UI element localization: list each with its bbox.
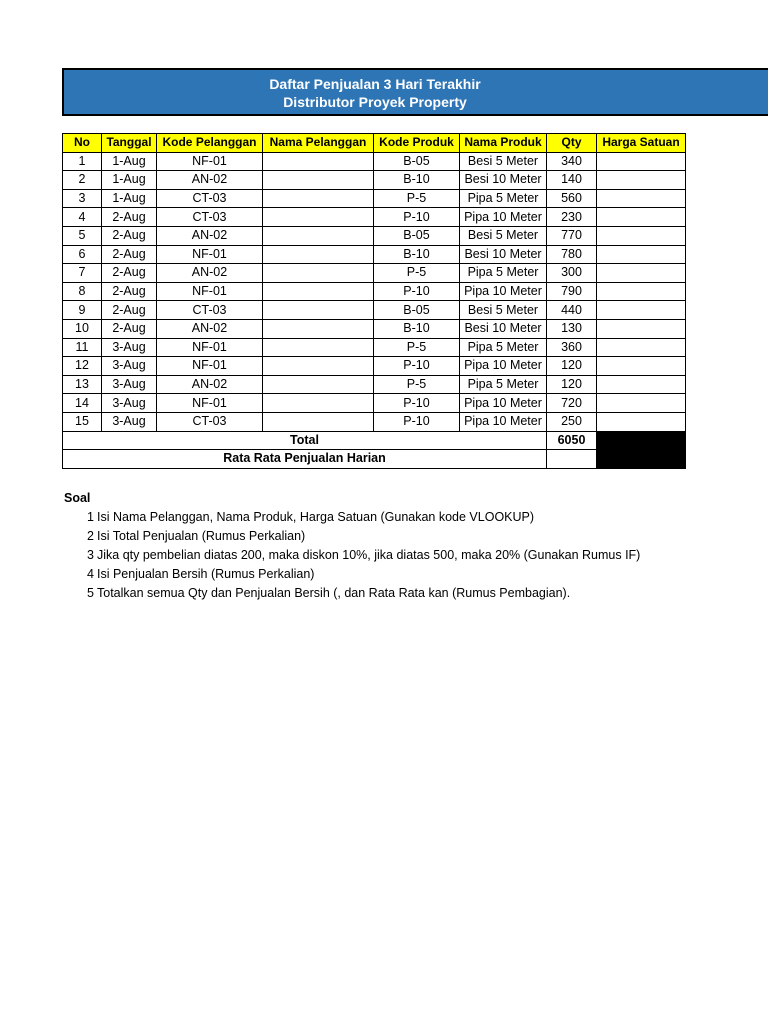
- cell-no[interactable]: 15: [63, 412, 102, 431]
- cell-qty[interactable]: 140: [547, 171, 597, 190]
- cell-nama-pelanggan[interactable]: [263, 208, 374, 227]
- table-row: [63, 152, 686, 171]
- cell-no[interactable]: 11: [63, 338, 102, 357]
- cell-kode-produk[interactable]: B-10: [374, 245, 460, 264]
- table-row: [63, 412, 686, 431]
- total-label[interactable]: Total: [63, 431, 547, 450]
- cell-kode-produk[interactable]: B-10: [374, 171, 460, 190]
- cell-kode-produk[interactable]: P-10: [374, 412, 460, 431]
- cell-kode-pelanggan[interactable]: NF-01: [157, 338, 263, 357]
- cell-no[interactable]: 2: [63, 171, 102, 190]
- cell-qty[interactable]: 440: [547, 301, 597, 320]
- sheet-subtitle: Distributor Proyek Property: [283, 94, 467, 110]
- cell-nama-produk[interactable]: Pipa 10 Meter: [460, 357, 547, 376]
- cell-no[interactable]: 1: [63, 152, 102, 171]
- cell-tanggal[interactable]: 3-Aug: [102, 394, 157, 413]
- table-row: [63, 171, 686, 190]
- cell-tanggal[interactable]: 1-Aug: [102, 152, 157, 171]
- cell-no[interactable]: 5: [63, 226, 102, 245]
- total-qty-cell[interactable]: 6050: [547, 431, 597, 450]
- cell-tanggal[interactable]: 1-Aug: [102, 171, 157, 190]
- question-number: 5: [87, 586, 94, 600]
- header-kode-pelanggan[interactable]: Kode Pelanggan: [157, 134, 263, 153]
- cell-tanggal[interactable]: 2-Aug: [102, 245, 157, 264]
- cell-nama-pelanggan[interactable]: [263, 226, 374, 245]
- header-qty[interactable]: Qty: [547, 134, 597, 153]
- cell-harga-satuan[interactable]: [597, 264, 686, 283]
- cell-nama-pelanggan[interactable]: [263, 152, 374, 171]
- cell-tanggal[interactable]: 1-Aug: [102, 189, 157, 208]
- cell-tanggal[interactable]: 2-Aug: [102, 264, 157, 283]
- cell-qty[interactable]: 120: [547, 357, 597, 376]
- cell-no[interactable]: 10: [63, 319, 102, 338]
- sheet-title: Daftar Penjualan 3 Hari Terakhir: [269, 76, 481, 92]
- table-row: [63, 208, 686, 227]
- cell-harga-satuan[interactable]: [597, 226, 686, 245]
- cell-kode-pelanggan[interactable]: AN-02: [157, 171, 263, 190]
- table-row: [63, 226, 686, 245]
- cell-tanggal[interactable]: 2-Aug: [102, 208, 157, 227]
- cell-tanggal[interactable]: 3-Aug: [102, 412, 157, 431]
- cell-harga-satuan[interactable]: [597, 412, 686, 431]
- cell-qty[interactable]: 340: [547, 152, 597, 171]
- cell-nama-produk[interactable]: Pipa 10 Meter: [460, 394, 547, 413]
- cell-kode-pelanggan[interactable]: NF-01: [157, 282, 263, 301]
- cell-tanggal[interactable]: 2-Aug: [102, 282, 157, 301]
- question-text: Isi Penjualan Bersih (Rumus Perkalian): [97, 567, 315, 581]
- cell-nama-produk[interactable]: Pipa 5 Meter: [460, 264, 547, 283]
- header-nama-pelanggan[interactable]: Nama Pelanggan: [263, 134, 374, 153]
- cell-qty[interactable]: 780: [547, 245, 597, 264]
- cell-kode-pelanggan[interactable]: AN-02: [157, 319, 263, 338]
- header-harga-satuan[interactable]: Harga Satuan: [597, 134, 686, 153]
- cell-harga-satuan[interactable]: [597, 245, 686, 264]
- cell-nama-pelanggan[interactable]: [263, 319, 374, 338]
- cell-kode-pelanggan[interactable]: NF-01: [157, 394, 263, 413]
- table-row: [63, 338, 686, 357]
- cell-nama-pelanggan[interactable]: [263, 264, 374, 283]
- cell-tanggal[interactable]: 2-Aug: [102, 301, 157, 320]
- cell-harga-satuan[interactable]: [597, 208, 686, 227]
- cell-tanggal[interactable]: 3-Aug: [102, 338, 157, 357]
- average-blank-cell[interactable]: [597, 450, 686, 469]
- table-row: [63, 245, 686, 264]
- table-row: [63, 189, 686, 208]
- cell-nama-produk[interactable]: Besi 5 Meter: [460, 226, 547, 245]
- cell-nama-pelanggan[interactable]: [263, 171, 374, 190]
- cell-tanggal[interactable]: 2-Aug: [102, 226, 157, 245]
- table-row: [63, 375, 686, 394]
- cell-kode-produk[interactable]: P-10: [374, 357, 460, 376]
- cell-kode-produk[interactable]: P-5: [374, 338, 460, 357]
- question-item: [64, 508, 754, 527]
- cell-qty[interactable]: 120: [547, 375, 597, 394]
- cell-harga-satuan[interactable]: [597, 282, 686, 301]
- question-number: 1: [87, 510, 94, 524]
- cell-kode-produk[interactable]: B-05: [374, 152, 460, 171]
- header-kode-produk[interactable]: Kode Produk: [374, 134, 460, 153]
- cell-nama-produk[interactable]: Pipa 10 Meter: [460, 282, 547, 301]
- title-banner: [62, 68, 768, 116]
- cell-no[interactable]: 9: [63, 301, 102, 320]
- table-row: [63, 357, 686, 376]
- question-text: Isi Nama Pelanggan, Nama Produk, Harga Satuan (Gunakan kode VLOOKUP): [97, 510, 535, 524]
- cell-nama-produk[interactable]: Pipa 5 Meter: [460, 189, 547, 208]
- cell-nama-pelanggan[interactable]: [263, 375, 374, 394]
- cell-kode-pelanggan[interactable]: CT-03: [157, 189, 263, 208]
- cell-no[interactable]: 6: [63, 245, 102, 264]
- cell-kode-produk[interactable]: B-05: [374, 226, 460, 245]
- question-number: 4: [87, 567, 94, 581]
- cell-kode-produk[interactable]: B-10: [374, 319, 460, 338]
- cell-harga-satuan[interactable]: [597, 338, 686, 357]
- cell-harga-satuan[interactable]: [597, 357, 686, 376]
- cell-kode-produk[interactable]: P-5: [374, 189, 460, 208]
- cell-nama-pelanggan[interactable]: [263, 301, 374, 320]
- cell-no[interactable]: 8: [63, 282, 102, 301]
- cell-kode-produk[interactable]: P-10: [374, 208, 460, 227]
- cell-nama-pelanggan[interactable]: [263, 394, 374, 413]
- question-number: 3: [87, 548, 94, 562]
- question-text: Isi Total Penjualan (Rumus Perkalian): [97, 529, 306, 543]
- cell-kode-pelanggan[interactable]: AN-02: [157, 226, 263, 245]
- cell-tanggal[interactable]: 3-Aug: [102, 375, 157, 394]
- header-no[interactable]: No: [63, 134, 102, 153]
- question-number: 2: [87, 529, 94, 543]
- average-label[interactable]: Rata Rata Penjualan Harian: [63, 450, 547, 469]
- cell-kode-pelanggan[interactable]: AN-02: [157, 375, 263, 394]
- cell-nama-pelanggan[interactable]: [263, 189, 374, 208]
- cell-no[interactable]: 13: [63, 375, 102, 394]
- cell-harga-satuan[interactable]: [597, 375, 686, 394]
- cell-no[interactable]: 4: [63, 208, 102, 227]
- cell-kode-pelanggan[interactable]: AN-02: [157, 264, 263, 283]
- cell-qty[interactable]: 130: [547, 319, 597, 338]
- question-text: Jika qty pembelian diatas 200, maka diskon 10%, jika diatas 500, maka 20% (Gunakan Rumus IF): [97, 548, 641, 562]
- cell-kode-produk[interactable]: P-10: [374, 282, 460, 301]
- cell-kode-produk[interactable]: P-5: [374, 264, 460, 283]
- total-row: [63, 431, 686, 450]
- cell-nama-pelanggan[interactable]: [263, 338, 374, 357]
- cell-nama-produk[interactable]: Pipa 5 Meter: [460, 375, 547, 394]
- cell-no[interactable]: 12: [63, 357, 102, 376]
- cell-tanggal[interactable]: 2-Aug: [102, 319, 157, 338]
- cell-qty[interactable]: 230: [547, 208, 597, 227]
- cell-qty[interactable]: 360: [547, 338, 597, 357]
- cell-harga-satuan[interactable]: [597, 301, 686, 320]
- cell-nama-produk[interactable]: Besi 10 Meter: [460, 319, 547, 338]
- cell-nama-produk[interactable]: Pipa 5 Meter: [460, 338, 547, 357]
- table-row: [63, 264, 686, 283]
- table-row: [63, 394, 686, 413]
- cell-harga-satuan[interactable]: [597, 152, 686, 171]
- header-tanggal[interactable]: Tanggal: [102, 134, 157, 153]
- total-blank-cell[interactable]: [597, 431, 686, 450]
- table-header-row: [63, 134, 686, 153]
- average-value-cell[interactable]: [547, 450, 597, 469]
- cell-qty[interactable]: 720: [547, 394, 597, 413]
- question-item: [64, 584, 754, 603]
- cell-kode-pelanggan[interactable]: NF-01: [157, 152, 263, 171]
- question-item: [64, 565, 754, 584]
- cell-qty[interactable]: 250: [547, 412, 597, 431]
- cell-kode-pelanggan[interactable]: CT-03: [157, 208, 263, 227]
- cell-no[interactable]: 3: [63, 189, 102, 208]
- table-row: [63, 301, 686, 320]
- cell-nama-pelanggan[interactable]: [263, 357, 374, 376]
- cell-kode-pelanggan[interactable]: NF-01: [157, 357, 263, 376]
- header-nama-produk[interactable]: Nama Produk: [460, 134, 547, 153]
- cell-nama-produk[interactable]: Besi 10 Meter: [460, 171, 547, 190]
- cell-tanggal[interactable]: 3-Aug: [102, 357, 157, 376]
- cell-kode-produk[interactable]: P-10: [374, 394, 460, 413]
- cell-kode-pelanggan[interactable]: CT-03: [157, 412, 263, 431]
- cell-qty[interactable]: 790: [547, 282, 597, 301]
- question-item: [64, 527, 754, 546]
- cell-kode-produk[interactable]: P-5: [374, 375, 460, 394]
- cell-no[interactable]: 14: [63, 394, 102, 413]
- sales-table: [62, 133, 686, 469]
- cell-nama-produk[interactable]: Besi 5 Meter: [460, 301, 547, 320]
- cell-harga-satuan[interactable]: [597, 319, 686, 338]
- questions-title: Soal: [64, 491, 91, 505]
- cell-kode-pelanggan[interactable]: CT-03: [157, 301, 263, 320]
- cell-harga-satuan[interactable]: [597, 189, 686, 208]
- question-text: Totalkan semua Qty dan Penjualan Bersih (, dan Rata Rata kan (Rumus Pembagian).: [97, 586, 571, 600]
- question-item: [64, 546, 754, 565]
- cell-nama-pelanggan[interactable]: [263, 412, 374, 431]
- cell-kode-produk[interactable]: B-05: [374, 301, 460, 320]
- cell-nama-produk[interactable]: Besi 5 Meter: [460, 152, 547, 171]
- table-row: [63, 319, 686, 338]
- cell-qty[interactable]: 560: [547, 189, 597, 208]
- cell-qty[interactable]: 770: [547, 226, 597, 245]
- cell-nama-pelanggan[interactable]: [263, 282, 374, 301]
- cell-nama-produk[interactable]: Pipa 10 Meter: [460, 412, 547, 431]
- cell-nama-pelanggan[interactable]: [263, 245, 374, 264]
- table-row: [63, 282, 686, 301]
- cell-harga-satuan[interactable]: [597, 394, 686, 413]
- cell-harga-satuan[interactable]: [597, 171, 686, 190]
- cell-qty[interactable]: 300: [547, 264, 597, 283]
- average-row: [63, 450, 686, 469]
- questions-section: [64, 489, 754, 603]
- cell-no[interactable]: 7: [63, 264, 102, 283]
- cell-nama-produk[interactable]: Besi 10 Meter: [460, 245, 547, 264]
- cell-kode-pelanggan[interactable]: NF-01: [157, 245, 263, 264]
- cell-nama-produk[interactable]: Pipa 10 Meter: [460, 208, 547, 227]
